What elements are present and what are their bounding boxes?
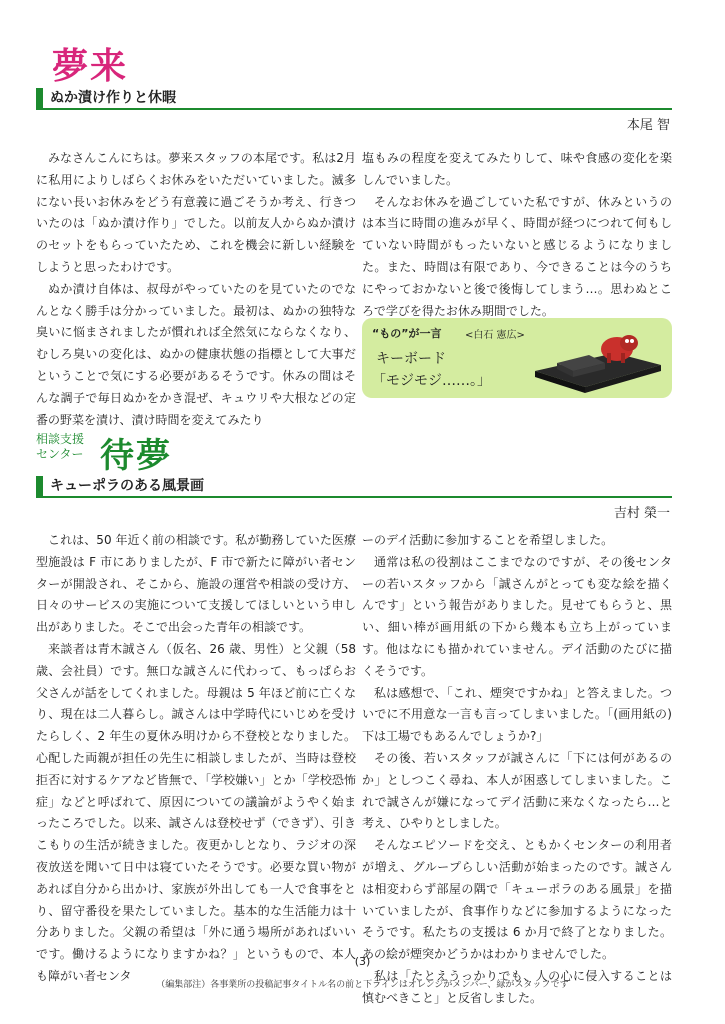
paragraph: ぬか漬け自体は、叔母がやっていたのを見ていたのでなんとなく勝手は分かっていました。最初は、ぬかの独特な臭いに悩まされましたが慣れれば全然気にならなくなり、むしろ臭いの変化は、ぬかの健康状態の指標として大事だということで気にする必要があるそうです。休みの間はそんな調子で毎日ぬかをかき混ぜ、キュウリや大根などの定番の野菜を漬け、漬け時間を変えてみたり	[36, 281, 356, 427]
header-mark	[36, 88, 43, 108]
header-mark	[36, 476, 43, 496]
section-header	[36, 476, 672, 498]
brand-logo-yumeki: 夢来	[52, 45, 129, 87]
paragraph: 塩もみの程度を変えてみたりして、味や食感の変化を楽しんでいました。	[362, 151, 672, 187]
brand-subtitle-line: センター	[36, 447, 84, 461]
author-name: 本尾 智	[626, 118, 670, 133]
article-column-right	[362, 148, 672, 322]
quote-line: キーボード	[376, 351, 446, 367]
paragraph: その後、若いスタッフが誠さんに「下には何があるのか」としつこく尋ね、本人が困惑してしまいました。これで誠さんが嫌になってデイ活動に来なくなったら…と考え、ひやりとしました。	[362, 750, 672, 831]
author-name: 吉村 榮一	[613, 506, 670, 521]
article-title: キューポラのある風景画	[50, 478, 204, 494]
quote-attribution: <白石 憲広>	[465, 330, 525, 341]
section-header	[36, 88, 672, 110]
paragraph: そんなお休みを過ごしていた私ですが、休みというのは本当に時間の進みが早く、時間が経つにつれて何もしていない時間がもったいないと感じるようになりました。また、時間は有限であり、今できることは今のうちにやっておかないと後で後悔してしまう…。思わぬところで学びを得たお休み期間でした。	[362, 194, 672, 318]
quote-line: 「モジモジ……。」	[372, 373, 491, 389]
paragraph: 私は「たとえうっかりでも、人の心に侵入することは慎むべきこと」と反省しました。	[362, 968, 672, 1005]
article-title: ぬか漬け作りと休暇	[50, 90, 176, 106]
paragraph: 通常は私の役割はここまでなのですが、その後センターの若いスタッフから「誠さんがとっても変な絵を描くんです」という報告がありました。見せてもらうと、黒い、細い棒が画用紙の下から幾本も立ち上がっています。他はなにも描かれていません。デイ活動のたびに描くそうです。	[362, 554, 672, 678]
paragraph: 来談者は青木誠さん（仮名、26 歳、男性）と父親（58 歳、会社員）です。無口な誠さんに代わって、もっぱらお父さんが話をしてくれました。母親は 5 年ほど前に亡くなり、現在は二人暮らし。誠さんは中学時代にいじめを受けたらしく、2 年生の夏休み明けから不登校となりました。心配した両親が担任の先生に相談しましたが、当時は登校拒否に対するケアなど皆無で、「学校嫌い」とか「学校恐怖症」などと呼ばれて、原因についての議論がようやく始まったころでした。以来、誠さんは登校せず（できず）、引きこもりの生活が続きました。夜更かしとなり、ラジオの深夜放送を聞いて日中は寝ていたそうです。必要な買い物があれば自分から出かけ、家族が外出しても一人で食事をとり、留守番役を果たしていました。基本的な生活能力は十分ありました。父親の希望は「外に通う場所があればいいです。働けるようになりますかね？」というもので、本人も障がい者センタ	[36, 641, 356, 983]
page-number: (3)	[354, 955, 371, 968]
editorial-footnote: （編集部注）各事業所の投稿記事タイトル名の前と下ラインはオレンジがメンバー、緑がスタッフです	[156, 980, 569, 990]
keyboard-key-illustration	[527, 323, 667, 395]
article-column-left	[36, 148, 356, 431]
paragraph: そんなエピソードを交え、ともかくセンターの利用者が増え、グループらしい活動が始まったのです。誠さんは相変わらず部屋の隅で「キューポラのある風景」を描いていましたが、食事作りなどに参加するようになったそうです。私たちの支援は 6 か月で終了となりました。あの絵が煙突かどうかはわかりませんでした。	[362, 838, 672, 962]
brand-logo-taimu: 待夢	[100, 436, 172, 476]
paragraph: ーのデイ活動に参加することを希望しました。	[362, 533, 614, 547]
article-column-left	[36, 530, 356, 988]
brand-subtitle-line: 相談支援	[36, 432, 85, 446]
paragraph: これは、50 年近く前の相談です。私が勤務していた医療型施設は F 市にありましたが、F 市で新たに障がい者センターが開設され、そこから、施設の運営や相談の受け方、日々のサービスの実施について支援してほしいという申し出がありました。そこで出会った青年の相談です。	[36, 533, 356, 635]
brand-subtitle	[36, 432, 84, 462]
article-column-right	[362, 530, 672, 1010]
paragraph: みなさんこんにちは。夢来スタッフの本尾です。私は2月に私用によりしばらくお休みをいただいていました。滅多にない長いお休みをどう有意義に過ごそうか考え、行きついたのは「ぬか漬け作り」でした。以前友人からぬか漬けのセットをもらっていたため、これを機会に新しい経験をしようと思ったわけです。	[36, 151, 356, 274]
quote-title: “もの”が一言	[372, 327, 442, 340]
paragraph: 私は感想で、「これ、煙突ですかね」と答えました。ついでに不用意な一言も言ってしまいました。「(画用紙の)下は工場でもあるんでしょうか?」	[362, 685, 672, 744]
